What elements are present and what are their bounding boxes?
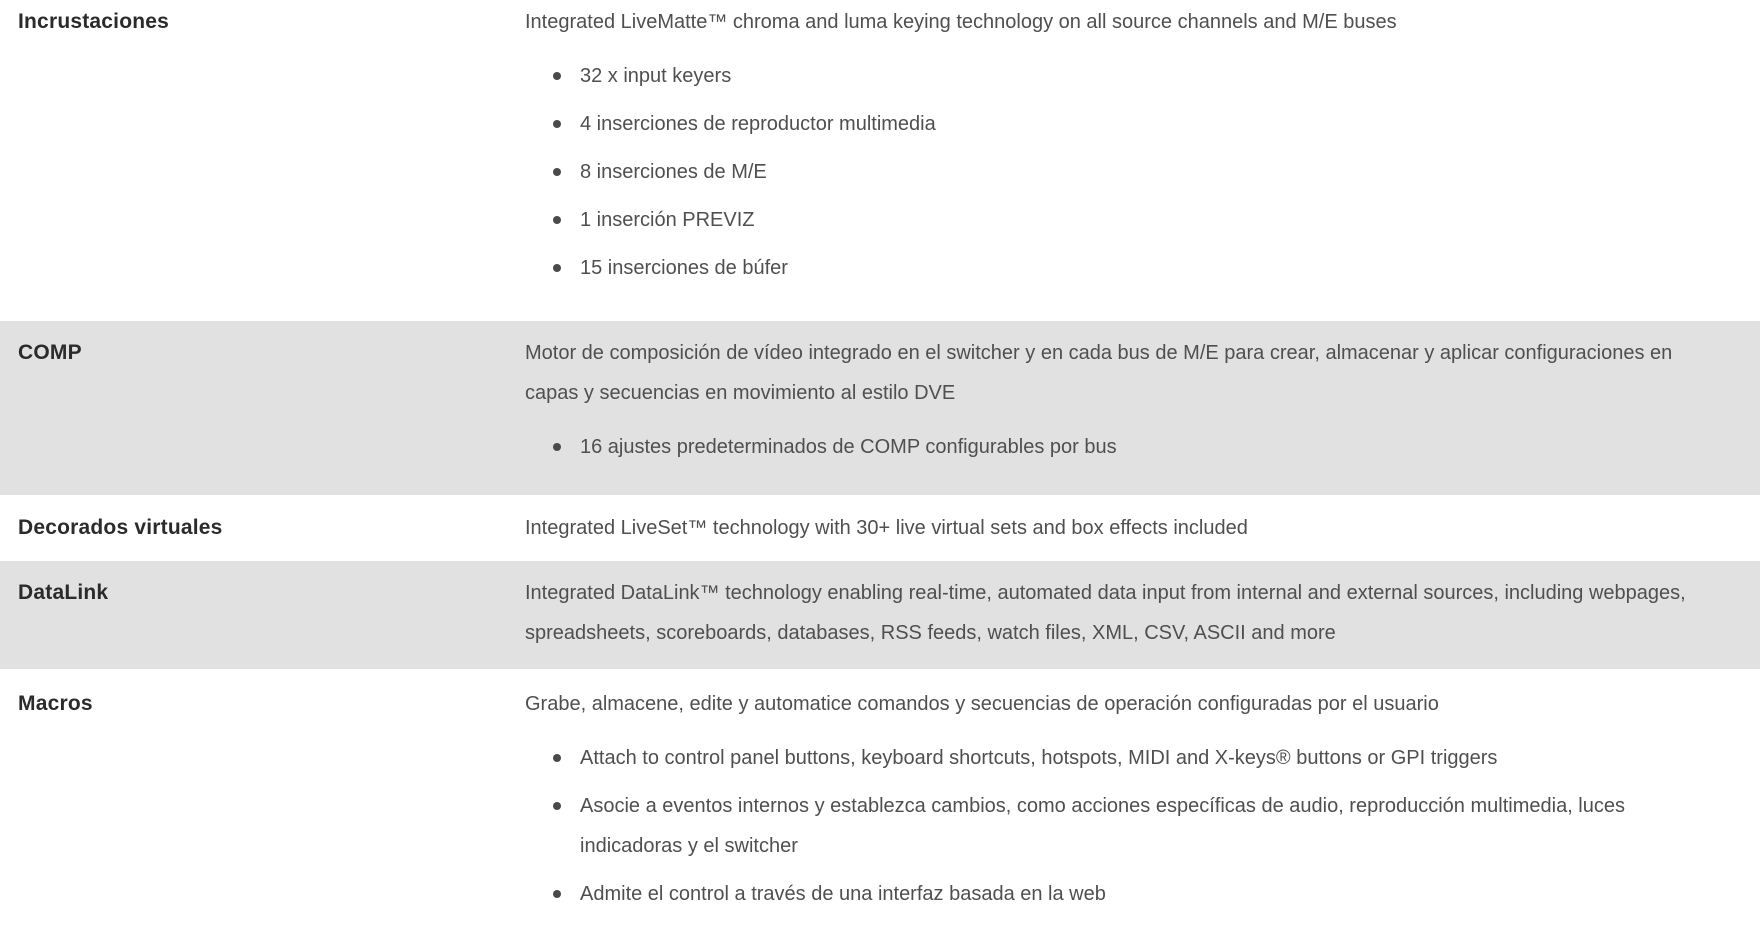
spec-bullet-list <box>525 738 1730 914</box>
spec-row-decorados-virtuales <box>0 495 1760 561</box>
spec-bullet-item: Asocie a eventos internos y establezca cambios, como acciones específicas de audio, reproducción multimedia, luces indicadoras y el switcher <box>580 786 1730 866</box>
spec-row-macros <box>0 669 1760 946</box>
row-content <box>525 684 1745 922</box>
spec-paragraph: Integrated LiveMatte™ chroma and luma keying technology on all source channels and M/E buses <box>525 11 1397 33</box>
row-content <box>525 508 1745 548</box>
spec-bullet-item: Admite el control a través de una interfaz basada en la web <box>580 874 1730 914</box>
row-content <box>525 2 1745 296</box>
row-label: Macros <box>18 692 93 715</box>
spec-paragraph: Motor de composición de vídeo integrado en el switcher y en cada bus de M/E para crear, almacenar y aplicar configuraciones en capas y secuencias en movimiento al estilo DVE <box>525 342 1673 404</box>
spec-bullet-item: 4 inserciones de reproductor multimedia <box>580 104 1730 144</box>
row-content <box>525 573 1745 653</box>
spec-row-comp <box>0 321 1760 495</box>
spec-row-incrustaciones <box>0 0 1760 321</box>
spec-bullet-list <box>525 427 1730 467</box>
spec-bullet-item: 15 inserciones de búfer <box>580 248 1730 288</box>
row-label: DataLink <box>18 581 109 604</box>
row-label: Decorados virtuales <box>18 516 223 539</box>
spec-bullet-item: 32 x input keyers <box>580 56 1730 96</box>
spec-paragraph: Integrated LiveSet™ technology with 30+ live virtual sets and box effects included <box>525 517 1248 539</box>
spec-paragraph: Integrated DataLink™ technology enabling real-time, automated data input from internal and external sources, including webpages, spreadsheets, scoreboards, databases, RSS feeds, watch files, XML, CSV, ASCII and more <box>525 582 1686 644</box>
row-label: Incrustaciones <box>18 10 170 33</box>
spec-paragraph: Grabe, almacene, edite y automatice comandos y secuencias de operación configuradas por el usuario <box>525 693 1439 715</box>
spec-bullet-item: 1 inserción PREVIZ <box>580 200 1730 240</box>
spec-row-datalink <box>0 561 1760 669</box>
spec-bullet-item: 16 ajustes predeterminados de COMP configurables por bus <box>580 427 1730 467</box>
spec-bullet-list <box>525 56 1730 288</box>
row-label: COMP <box>18 341 82 364</box>
spec-bullet-item: 8 inserciones de M/E <box>580 152 1730 192</box>
row-content <box>525 333 1745 475</box>
spec-bullet-item: Attach to control panel buttons, keyboard shortcuts, hotspots, MIDI and X-keys® buttons or GPI triggers <box>580 738 1730 778</box>
